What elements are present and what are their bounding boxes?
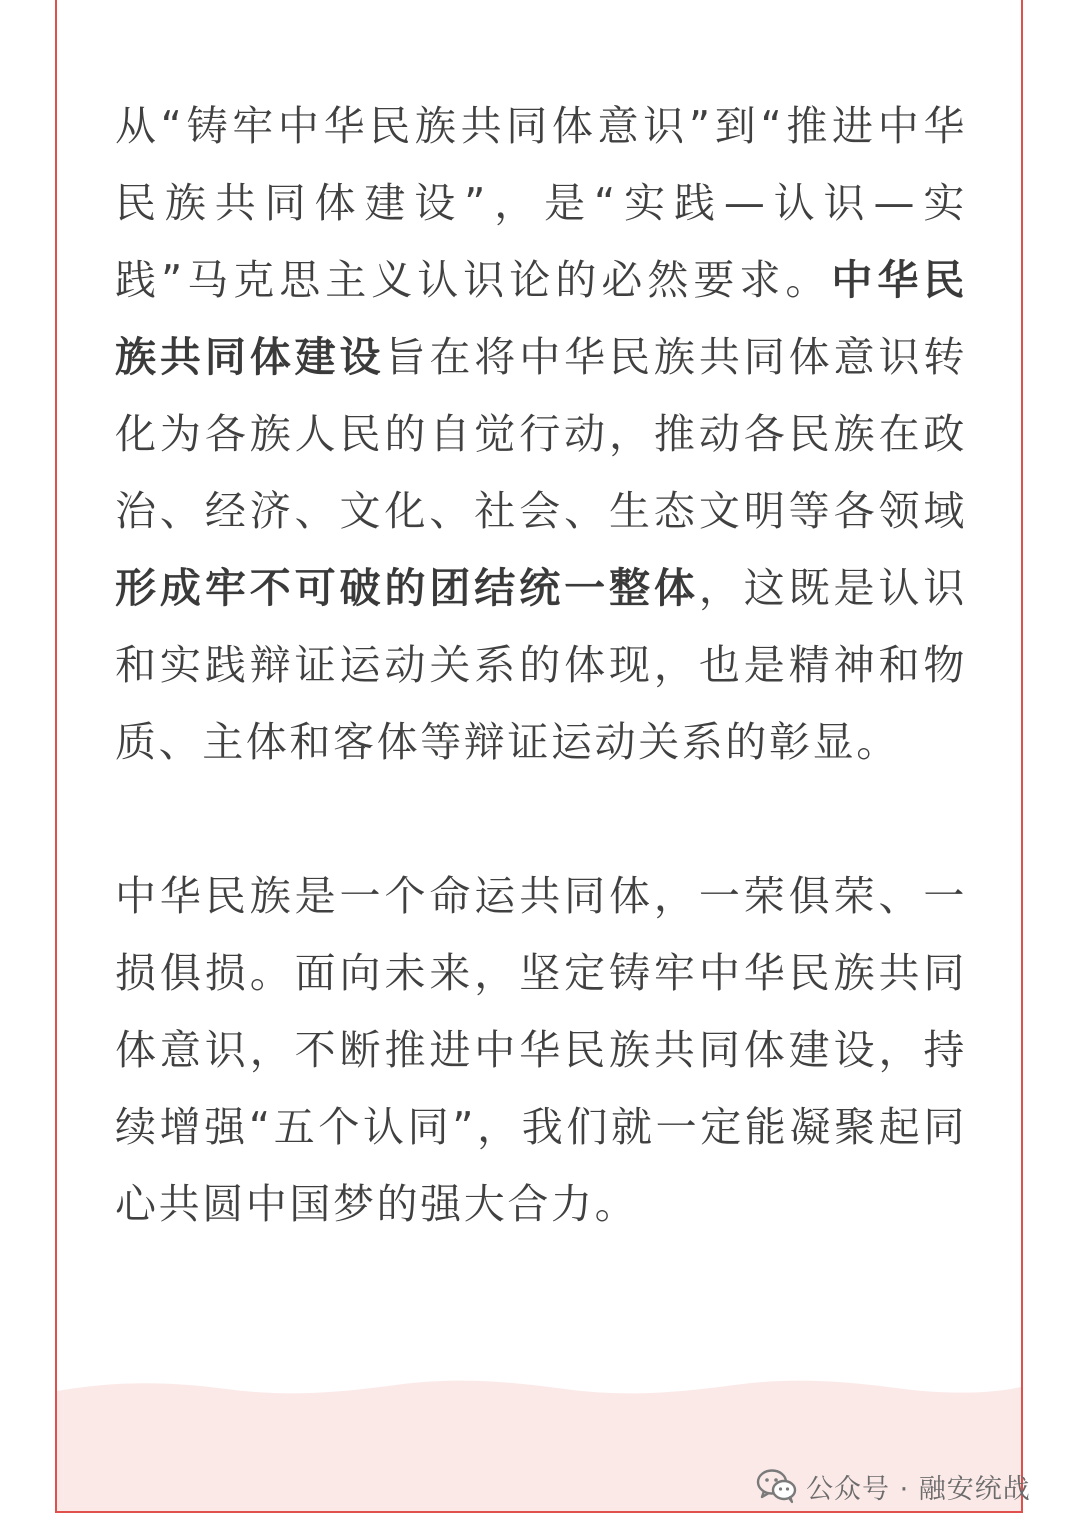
- paragraph-1: [115, 88, 967, 781]
- article-frame: [55, 0, 1023, 1513]
- highlight-unity-whole: 形成牢不可破的团结统一整体: [115, 564, 699, 612]
- wechat-watermark: [756, 1466, 1031, 1506]
- paragraph-2: 中华民族是一个命运共同体，一荣俱荣、一损俱损。面向未来，坚定铸牢中华民族共同体意识，不断推进中华民族共同体建设，持续增强“五个认同”，我们就一定能凝聚起同心共圆中国梦的强大合力。: [115, 872, 967, 1228]
- paragraph-1-text-c: ，这既是认识和实践辩证运动关系的体现，也是精神和物质、主体和客体等辩证运动关系的彰显。: [115, 564, 967, 766]
- paragraph-1-text-a: 从“铸牢中华民族共同体意识”到“推进中华民族共同体建设”，是“实践—认识—实践”马克思主义认识论的必然要求。: [115, 102, 967, 304]
- highlight-community-building: 中华民族共同体建设: [115, 256, 967, 381]
- watermark-text: 公众号 · 融安统战: [806, 1473, 1031, 1505]
- article-body: [115, 88, 967, 1243]
- paragraph-1-text-b: 旨在将中华民族共同体意识转化为各族人民的自觉行动，推动各民族在政治、经济、文化、社会、生态文明等各领域: [115, 333, 967, 535]
- wechat-icon: [756, 1468, 798, 1504]
